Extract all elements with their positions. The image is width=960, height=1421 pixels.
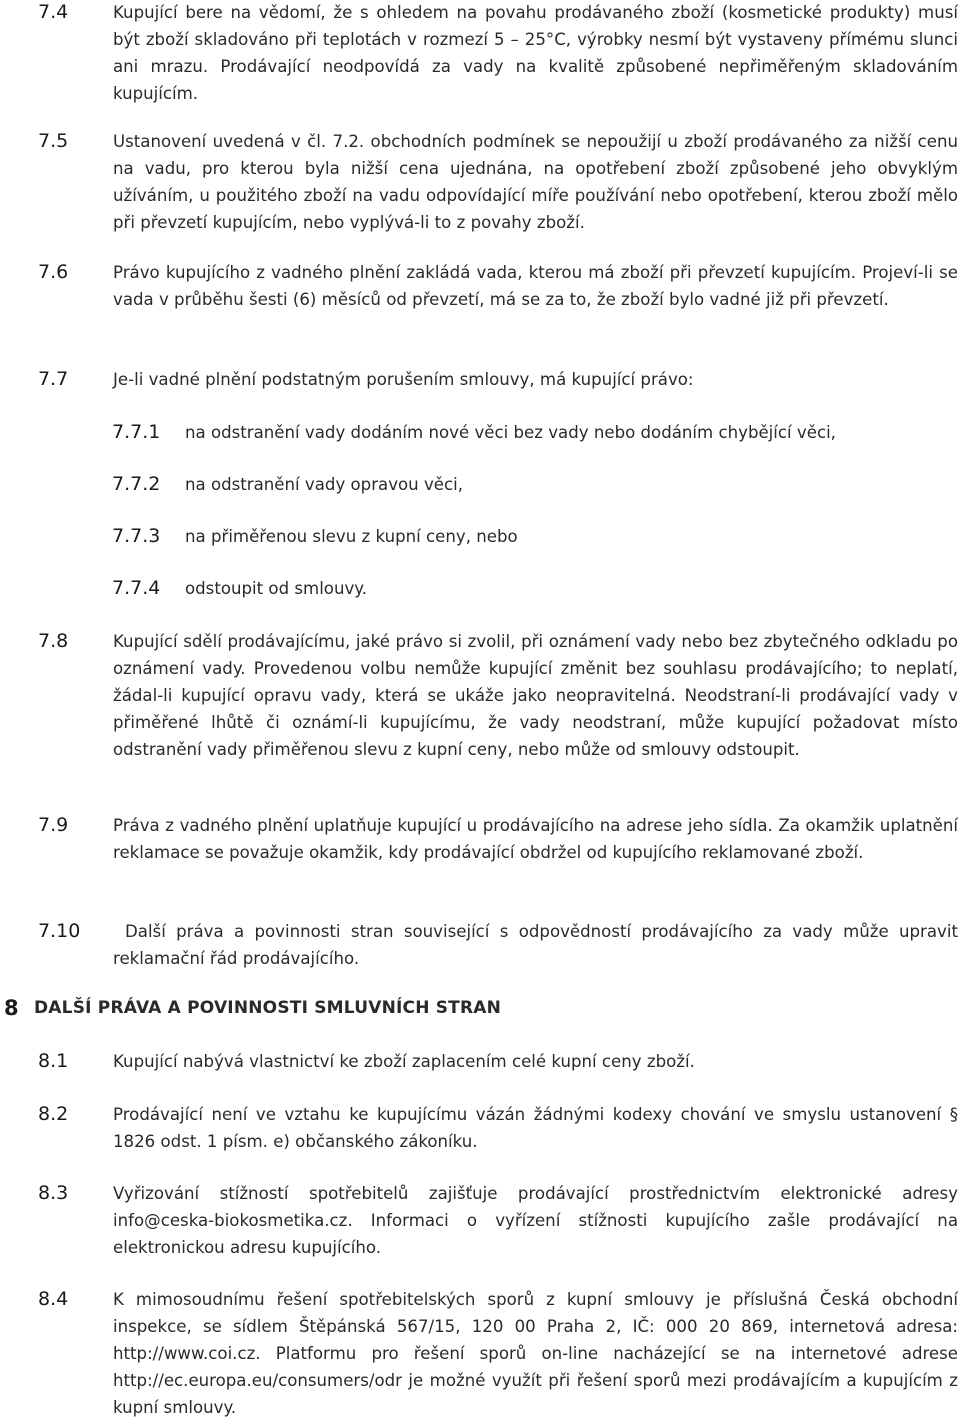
clause-text: Vyřizování stížností spotřebitelů zajišťuje prodávající prostřednictvím elektronické adresy info@ceska-biokosmetika.cz. Informaci o vyřízení stížnosti kupujícího zašle prodávající na elektronickou adresu kupujícího.	[113, 1184, 958, 1257]
clause-text: Je-li vadné plnění podstatným porušením smlouvy, má kupující právo:	[113, 370, 694, 389]
clause-text: K mimosoudnímu řešení spotřebitelských sporů z kupní smlouvy je příslušná Česká obchodní inspekce, se sídlem Štěpánská 567/15, 120 00 Praha 2, IČ: 000 20 869, internetová adresa: http://www.coi.cz. Platformu pro řešení sporů on-line nacházející se na internetové adrese http://ec.europa.eu/consumers/odr je možné využít při řešení sporů mezi prodávajícím a kupujícím z kupní smlouvy.	[113, 1290, 958, 1417]
clause-number: 7.6	[38, 261, 69, 283]
subclause-text: na odstranění vady opravou věci,	[185, 475, 464, 494]
subclause-text: na odstranění vady dodáním nové věci bez vady nebo dodáním chybějící věci,	[185, 423, 836, 442]
clause-text: Ustanovení uvedená v čl. 7.2. obchodních podmínek se nepoužijí u zboží prodávaného za nižší cenu na vadu, pro kterou byla nižší cena ujednána, na opotřebení zboží způsobené jeho obvyklým užíváním, u použitého zboží na vadu odpovídající míře používání nebo opotřebení, kterou zboží mělo při převzetí kupujícím, nebo vyplývá-li to z povahy zboží.	[113, 132, 958, 232]
subclause-text: na přiměřenou slevu z kupní ceny, nebo	[185, 527, 518, 546]
clause-number: 7.10	[38, 920, 81, 942]
section-title: DALŠÍ PRÁVA A POVINNOSTI SMLUVNÍCH STRAN	[34, 998, 502, 1018]
clause-number: 8.4	[38, 1288, 69, 1310]
clause-number: 7.8	[38, 630, 69, 652]
clause-number: 7.4	[38, 1, 69, 23]
clause-text: Kupující sdělí prodávajícímu, jaké právo si zvolil, při oznámení vady nebo bez zbytečného odkladu po oznámení vady. Provedenou volbu nemůže kupující změnit bez souhlasu prodávajícího; to neplatí, žádal-li kupující opravu vady, která se ukáže jako neopravitelná. Neodstraní-li prodávající vady v přiměřené lhůtě či oznámí-li kupujícímu, že vady neodstraní, může kupující požadovat místo odstranění vady přiměřenou slevu z kupní ceny, nebo může od smlouvy odstoupit.	[113, 632, 958, 759]
clause-number: 7.9	[38, 814, 69, 836]
clause-number: 7.7	[38, 368, 69, 390]
clause-text: Další práva a povinnosti stran související s odpovědností prodávajícího za vady může upravit reklamační řád prodávajícího.	[113, 922, 958, 968]
clause-text: Kupující bere na vědomí, že s ohledem na povahu prodávaného zboží (kosmetické produkty) musí být zboží skladováno při teplotách v rozmezí 5 – 25°C, výrobky nesmí být vystaveny přímému slunci ani mrazu. Prodávající neodpovídá za vady na kvalitě způsobené nepřiměřeným skladováním kupujícím.	[113, 3, 958, 103]
clause-number: 8.1	[38, 1050, 69, 1072]
clause-text: Kupující nabývá vlastnictví ke zboží zaplacením celé kupní ceny zboží.	[113, 1052, 695, 1071]
clause-text: Právo kupujícího z vadného plnění zakládá vada, kterou má zboží při převzetí kupujícím. Projeví-li se vada v průběhu šesti (6) měsíců od převzetí, má se za to, že zboží bylo vadné již při převzetí.	[113, 263, 958, 309]
subclause-number: 7.7.3	[112, 525, 161, 547]
section-number: 8	[4, 996, 19, 1020]
clause-number: 8.3	[38, 1182, 69, 1204]
subclause-number: 7.7.4	[112, 577, 161, 599]
clause-text: Práva z vadného plnění uplatňuje kupující u prodávajícího na adrese jeho sídla. Za okamžik uplatnění reklamace se považuje okamžik, kdy prodávající obdržel od kupujícího reklamované zboží.	[113, 816, 958, 862]
subclause-text: odstoupit od smlouvy.	[185, 579, 368, 598]
clause-number: 8.2	[38, 1103, 69, 1125]
clause-number: 7.5	[38, 130, 69, 152]
subclause-number: 7.7.2	[112, 473, 161, 495]
subclause-number: 7.7.1	[112, 421, 161, 443]
clause-text: Prodávající není ve vztahu ke kupujícímu vázán žádnými kodexy chování ve smyslu ustanovení § 1826 odst. 1 písm. e) občanského zákoníku.	[113, 1105, 958, 1151]
